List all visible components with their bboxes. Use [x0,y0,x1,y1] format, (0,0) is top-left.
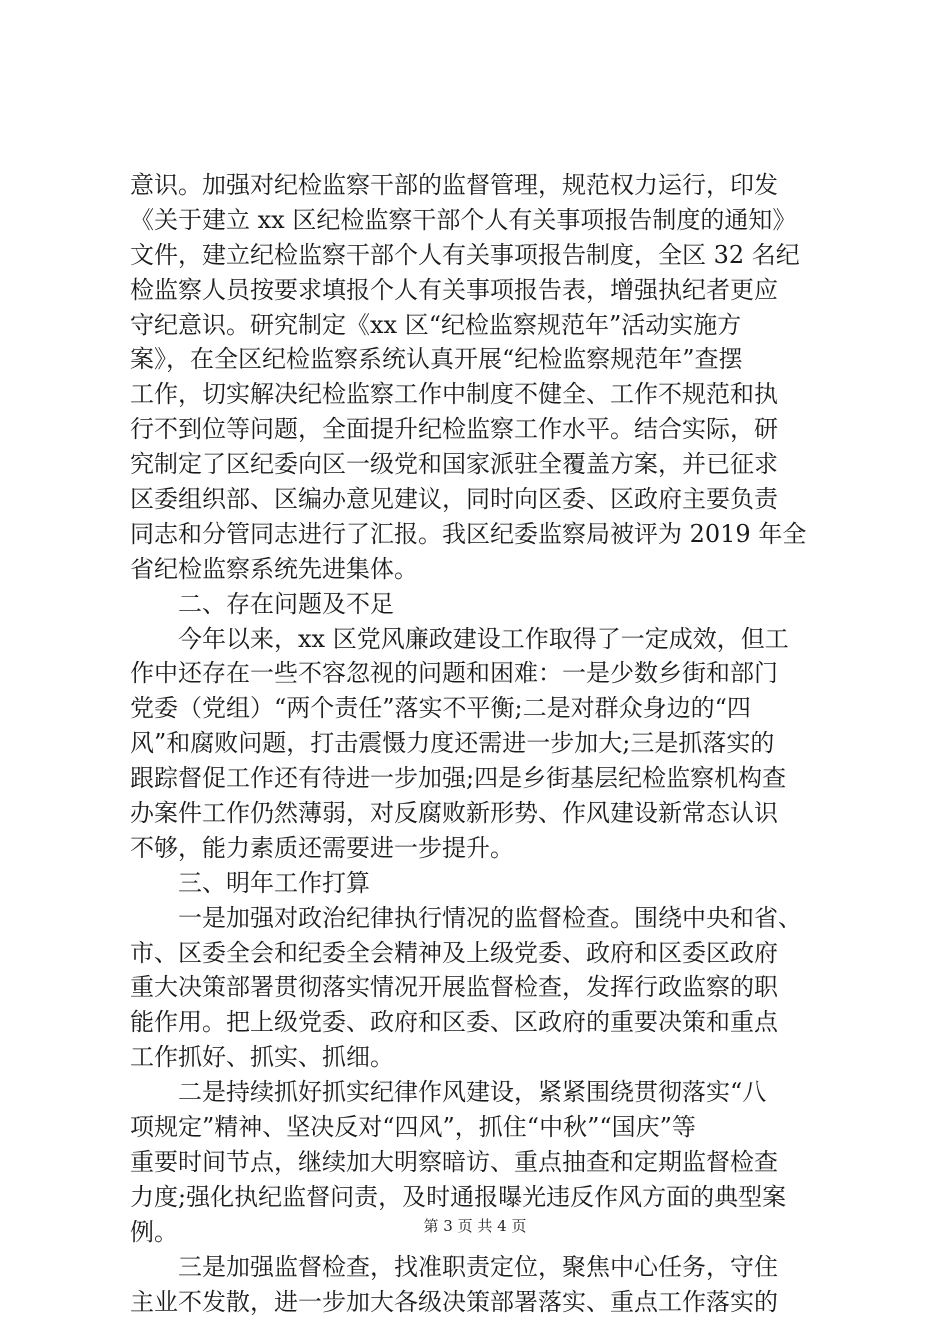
text-line: 重要时间节点，继续加大明察暗访、重点抽查和定期监督检查 [130,1147,778,1176]
text-line: 意识。加强对纪检监察干部的监督管理，规范权力运行，印发 [130,171,778,199]
section-heading: 二、存在问题及不足 [130,589,394,618]
text-line: 不够，能力素质还需要进一步提升。 [130,833,514,862]
text-line: 一是加强对政治纪律执行情况的监督检查。围绕中央和省、 [130,903,802,932]
text-line: 市、区委全会和纪委全会精神及上级党委、政府和区委区政府 [130,938,778,967]
text-line: 守纪意识。研究制定《xx 区“纪检监察规范年”活动实施方 [130,310,742,339]
text-line: 检监察人员按要求填报个人有关事项报告表，增强执纪者更应 [130,275,778,304]
text-line: 今年以来，xx 区党风廉政建设工作取得了一定成效，但工 [130,624,789,653]
text-line: 党委（党组）“两个责任”落实不平衡;二是对群众身边的“四 [130,694,751,723]
text-line: 省纪检监察系统先进集体。 [130,554,418,583]
text-line: 项规定”精神、坚决反对“四风”，抓住“中秋”“国庆”等 [130,1113,696,1142]
text-line: 行不到位等问题，全面提升纪检监察工作水平。结合实际，研 [130,415,778,444]
text-line: 区委组织部、区编办意见建议，同时向区委、区政府主要负责 [130,485,778,514]
text-line: 主业不发散，进一步加大各级决策部署落实、重点工作落实的 [130,1287,778,1316]
text-line: 风”和腐败问题，打击震慑力度还需进一步加大;三是抓落实的 [130,729,775,758]
text-line: 二是持续抓好抓实纪律作风建设，紧紧围绕贯彻落实“八 [130,1078,767,1107]
text-line: 跟踪督促工作还有待进一步加强;四是乡街基层纪检监察机构查 [130,764,787,793]
text-line: 作中还存在一些不容忽视的问题和困难：一是少数乡街和部门 [130,659,778,688]
text-line: 力度;强化执纪监督问责，及时通报曝光违反作风方面的典型案 [130,1182,787,1211]
text-line: 工作，切实解决纪检监察工作中制度不健全、工作不规范和执 [130,380,778,409]
text-line: 《关于建立 xx 区纪检监察干部个人有关事项报告制度的通知》 [130,205,797,234]
text-line: 三是加强监督检查，找准职责定位，聚焦中心任务，守住 [130,1252,778,1281]
text-line: 能作用。把上级党委、政府和区委、区政府的重要决策和重点 [130,1008,778,1037]
text-line: 例。 [130,1217,178,1246]
text-line: 案》，在全区纪检监察系统认真开展“纪检监察规范年”查摆 [130,345,743,374]
text-line: 文件，建立纪检监察干部个人有关事项报告制度，全区 32 名纪 [130,240,800,269]
text-line: 重大决策部署贯彻落实情况开展监督检查，发挥行政监察的职 [130,973,778,1002]
body-text [130,168,830,1319]
text-line: 究制定了区纪委向区一级党和国家派驻全覆盖方案，并已征求 [130,450,778,479]
section-heading: 三、明年工作打算 [130,868,370,897]
text-line: 同志和分管同志进行了汇报。我区纪委监察局被评为 2019 年全 [130,519,807,548]
text-line: 工作抓好、抓实、抓细。 [130,1043,394,1072]
page-number-footer: 第 3 页 共 4 页 [423,1217,527,1235]
text-line: 办案件工作仍然薄弱，对反腐败新形势、作风建设新常态认识 [130,799,778,828]
